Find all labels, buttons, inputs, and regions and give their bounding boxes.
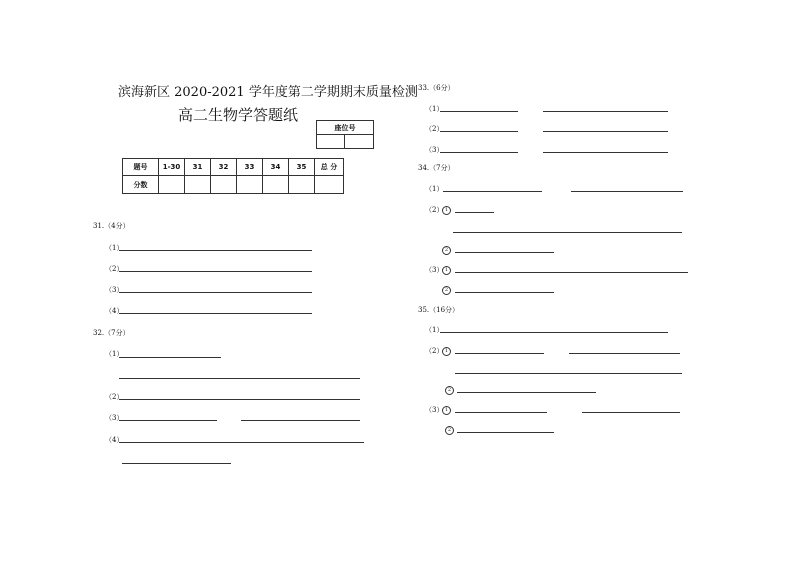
circled-number-2-icon: 2 — [445, 426, 454, 435]
score-header-cell: 34 — [263, 159, 289, 176]
exam-title: 滨海新区 2020-2021 学年度第二学期期末质量检测 — [118, 85, 418, 100]
answer-line[interactable] — [241, 420, 360, 421]
q34-item-1: （1） — [425, 185, 444, 193]
answer-line[interactable] — [457, 432, 554, 433]
answer-line[interactable] — [455, 272, 688, 273]
answer-line[interactable] — [455, 373, 682, 374]
q35-item-3: （3） — [425, 406, 444, 414]
q31-item-4: （4） — [105, 307, 124, 315]
score-header-cell: 题号 — [123, 159, 159, 176]
q35-item-2: （2） — [425, 347, 444, 355]
score-header-cell: 31 — [185, 159, 211, 176]
score-cell[interactable] — [159, 176, 185, 194]
q32-heading: 32.（7分） — [93, 329, 130, 337]
q34-item-2: （2） — [425, 206, 444, 214]
answer-line[interactable] — [455, 353, 544, 354]
score-header-cell: 1-30 — [159, 159, 185, 176]
answer-line[interactable] — [440, 111, 518, 112]
q33-item-2: （2） — [425, 125, 444, 133]
score-cell[interactable] — [211, 176, 237, 194]
score-header-cell: 33 — [237, 159, 263, 176]
answer-line[interactable] — [543, 152, 668, 153]
circled-number-2-icon: 2 — [442, 246, 451, 255]
q32-item-2: （2） — [105, 393, 124, 401]
score-row-label: 分数 — [123, 176, 159, 194]
q34-item-3: （3） — [425, 266, 444, 274]
answer-line[interactable] — [119, 313, 312, 314]
answer-line[interactable] — [119, 292, 312, 293]
score-cell[interactable] — [185, 176, 211, 194]
circled-number-1-icon: 1 — [442, 266, 451, 275]
score-cell[interactable] — [289, 176, 315, 194]
answer-line[interactable] — [455, 292, 554, 293]
answer-line[interactable] — [569, 353, 680, 354]
q32-item-1: （1） — [105, 350, 124, 358]
answer-line[interactable] — [582, 412, 680, 413]
circled-number-2-icon: 2 — [445, 386, 454, 395]
answer-line[interactable] — [119, 357, 221, 358]
answer-line[interactable] — [119, 399, 360, 400]
q32-item-4: （4） — [105, 436, 124, 444]
answer-line[interactable] — [455, 252, 554, 253]
q33-item-1: （1） — [425, 105, 444, 113]
q33-heading: 33.（6分） — [418, 84, 455, 92]
answer-line[interactable] — [119, 271, 312, 272]
answer-line[interactable] — [453, 232, 682, 233]
score-cell[interactable] — [263, 176, 289, 194]
q32-item-3: （3） — [105, 414, 124, 422]
q31-item-1: （1） — [105, 244, 124, 252]
answer-line[interactable] — [122, 463, 231, 464]
circled-number-1-icon: 1 — [442, 206, 451, 215]
answer-line[interactable] — [543, 131, 668, 132]
answer-line[interactable] — [440, 152, 518, 153]
circled-number-1-icon: 1 — [442, 406, 451, 415]
answer-line[interactable] — [119, 442, 364, 443]
answer-line[interactable] — [119, 378, 360, 379]
score-cell[interactable] — [237, 176, 263, 194]
seat-number-label: 座位号 — [317, 121, 374, 135]
q31-heading: 31.（4分） — [93, 222, 130, 230]
circled-number-2-icon: 2 — [442, 286, 451, 295]
q31-item-2: （2） — [105, 265, 124, 273]
seat-number-table — [316, 120, 374, 149]
q33-item-3: （3） — [425, 146, 444, 154]
answer-line[interactable] — [440, 131, 518, 132]
seat-number-cell-2[interactable] — [345, 135, 374, 149]
answer-line[interactable] — [571, 191, 683, 192]
score-header-cell: 总 分 — [315, 159, 344, 176]
answer-line[interactable] — [457, 392, 596, 393]
answer-line[interactable] — [119, 420, 217, 421]
seat-number-cell-1[interactable] — [317, 135, 345, 149]
score-header-cell: 32 — [211, 159, 237, 176]
score-cell[interactable] — [315, 176, 344, 194]
circled-number-1-icon: 1 — [442, 347, 451, 356]
answer-line[interactable] — [455, 212, 494, 213]
score-header-cell: 35 — [289, 159, 315, 176]
q35-heading: 35.（16分） — [418, 306, 460, 314]
answer-line[interactable] — [119, 250, 312, 251]
q35-item-1: （1） — [425, 326, 444, 334]
answer-sheet-title: 高二生物学答题纸 — [178, 106, 299, 124]
answer-line[interactable] — [440, 332, 668, 333]
q34-heading: 34.（7分） — [418, 164, 455, 172]
answer-line[interactable] — [443, 191, 542, 192]
q31-item-3: （3） — [105, 286, 124, 294]
answer-line[interactable] — [455, 412, 547, 413]
score-table — [122, 158, 344, 194]
answer-line[interactable] — [543, 111, 668, 112]
